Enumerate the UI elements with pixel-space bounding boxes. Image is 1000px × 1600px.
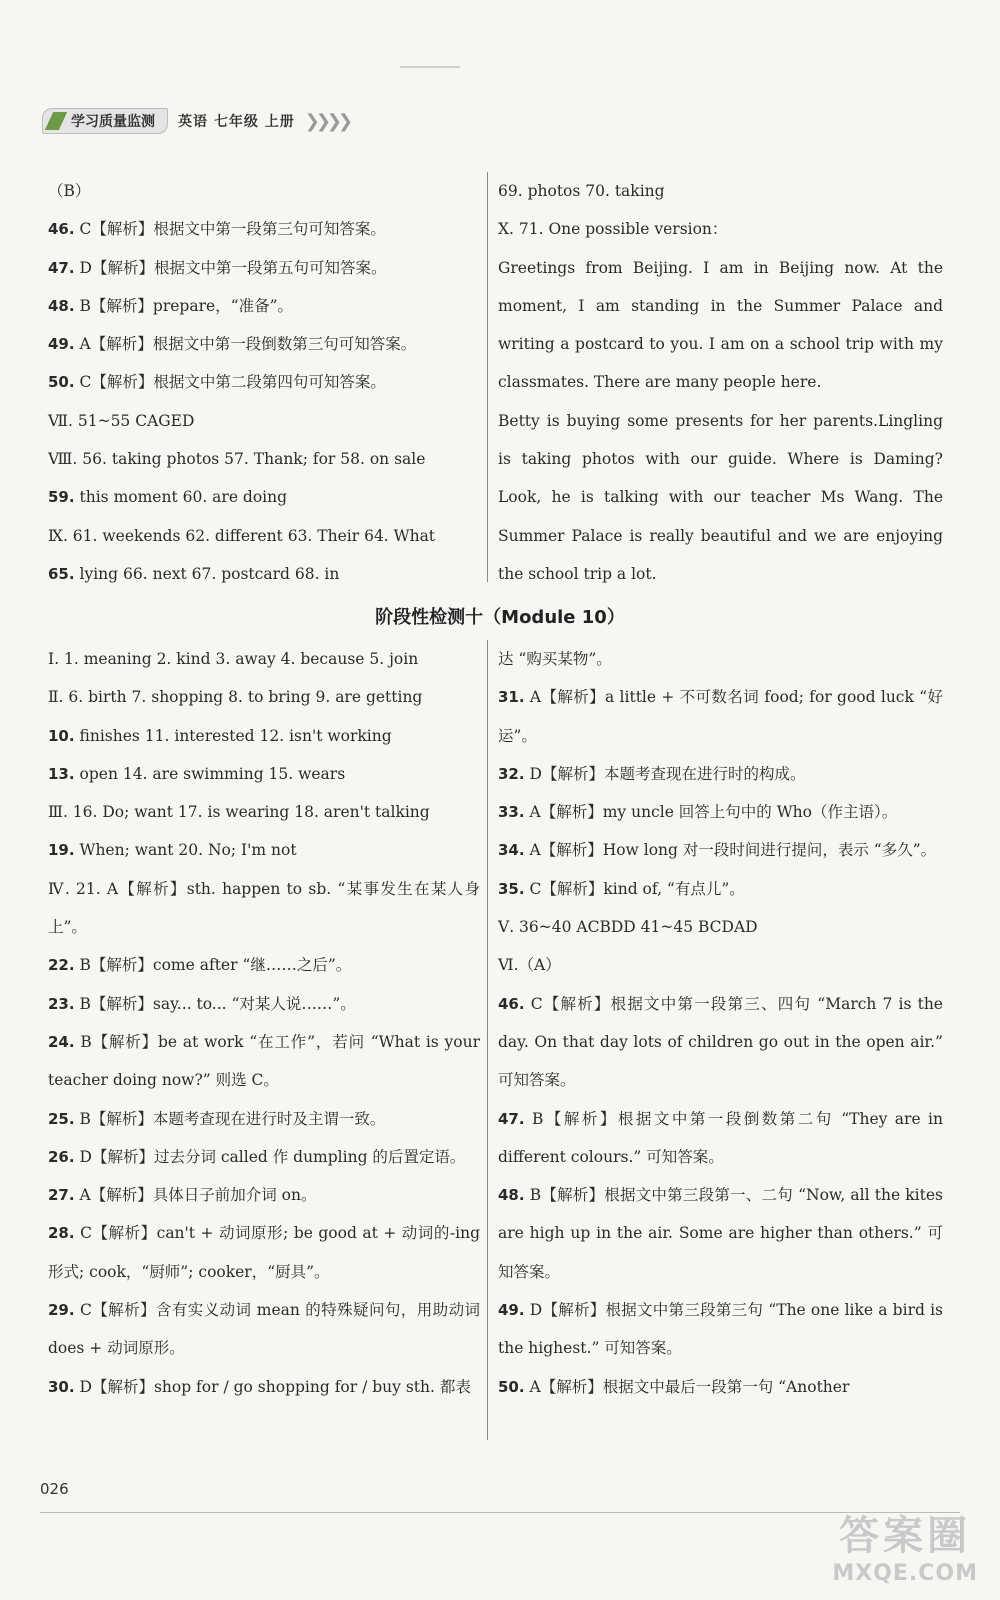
question-number: 23. [48,994,75,1013]
answer-text: C【解析】根据文中第一段第三句可知答案。 [79,220,386,239]
question-number: 65. [48,564,75,583]
question-number: 49. [48,335,75,354]
page-header [42,108,349,134]
question-number: 59. [48,488,75,507]
question-number: 32. [498,764,525,783]
answer-text: B【解析】prepare，“准备”。 [79,296,294,315]
answer-text: B【解析】根据文中第一段倒数第二句 “They are in different colours.” 可知答案。 [498,1109,943,1166]
answer-item [498,640,943,678]
bottom-rule [40,1512,960,1513]
answer-item [48,287,480,325]
answer-item [48,440,480,478]
answer-text: Ⅴ. 36~40 ACBDD 41~45 BCDAD [498,918,758,937]
answer-text: C【解析】根据文中第二段第四句可知答案。 [79,373,386,392]
essay-paragraph: Betty is buying some presents for her parents.Lingling is taking photos with our guide. Where is Daming? Look, he is talking with our teacher Ms Wang. The Summer Palace is really beautiful and we are enjoying the school trip a lot. [498,411,943,583]
answer-item [48,1291,480,1368]
answer-item [48,870,480,947]
answer-text: 达 “购买某物”。 [498,650,612,668]
answer-text: open 14. are swimming 15. wears [79,764,346,783]
answer-item [498,1100,943,1177]
answer-item [48,249,480,287]
bottom-right-column [498,640,943,1406]
header-tag: 学习质量监测 [42,108,168,134]
answer-text: Ⅸ. 61. weekends 62. different 63. Their 64. What [48,526,436,545]
answer-text: A【解析】How long 对一段时间进行提问，表示 “多久”。 [529,841,937,860]
answer-line: 69. photos 70. taking [498,182,665,200]
answer-item [498,1291,943,1368]
answer-item [498,1176,943,1291]
answer-text: lying 66. next 67. postcard 68. in [79,564,340,583]
answer-item [48,831,480,869]
answer-text: B【解析】come after “继……之后”。 [79,956,352,975]
answer-item [48,363,480,401]
answer-item [498,755,943,793]
answer-item [48,678,480,716]
answer-item [498,908,943,946]
watermark-logo [832,1504,978,1586]
answer-text: Ⅳ. 21. A【解析】sth. happen to sb. “某事发生在某人身上”。 [48,879,480,937]
question-number: 35. [498,879,525,898]
question-number: 47. [48,258,75,277]
answer-item [48,172,480,210]
question-number: 28. [48,1224,75,1243]
top-left-column [48,172,480,593]
answer-text: D【解析】本题考查现在进行时的构成。 [529,764,806,783]
answer-text: C【解析】kind of, “有点儿”。 [529,879,745,898]
question-number: 49. [498,1301,525,1320]
answer-item [498,793,943,831]
header-subject: 英语 七年级 上册 [178,114,295,130]
question-number: 30. [48,1377,75,1396]
question-number: 27. [48,1186,75,1205]
answer-text: D【解析】根据文中第一段第五句可知答案。 [79,258,387,277]
answer-item [498,870,943,908]
answer-item [48,402,480,440]
answer-item [48,325,480,363]
answer-item [48,1176,480,1214]
question-number: 26. [48,1147,75,1166]
column-divider-top [487,172,488,582]
answer-text: B【解析】根据文中第三段第一、二句 “Now, all the kites are high up in the air. Some are higher than others.” 可知答案。 [498,1186,943,1281]
answer-text: B【解析】本题考查现在进行时及主谓一致。 [79,1109,386,1128]
question-number: 34. [498,841,525,860]
question-number: 25. [48,1109,75,1128]
bottom-left-column [48,640,480,1406]
answer-item [48,946,480,984]
answer-item [498,1368,943,1406]
question-number: 46. [498,994,525,1013]
answer-item [48,1138,480,1176]
answer-text: A【解析】根据文中最后一段第一句 “Another [529,1377,850,1396]
watermark-text: 答案圈 [839,1513,972,1559]
answer-text: Ⅰ. 1. meaning 2. kind 3. away 4. because 5. join [48,650,419,668]
question-number: 48. [48,296,75,315]
answer-text: A【解析】a little + 不可数名词 food; for good luck “好运”。 [498,688,943,745]
answer-item [498,985,943,1100]
column-divider-bottom [487,640,488,1440]
question-number: 22. [48,956,75,975]
question-number: 48. [498,1186,525,1205]
answer-item [48,1368,480,1406]
answer-text: A【解析】具体日子前加介词 on。 [79,1186,317,1205]
answer-item [48,555,480,593]
answer-text: B【解析】say... to... “对某人说……”。 [79,994,356,1013]
answer-text: Ⅲ. 16. Do; want 17. is wearing 18. aren't talking [48,803,430,822]
answer-text: this moment 60. are doing [79,488,288,507]
answer-text: When; want 20. No; I'm not [79,841,297,860]
answer-item [48,1214,480,1291]
top-rule [400,66,460,68]
page-number: 026 [40,1480,69,1498]
question-number: 33. [498,803,525,822]
question-number: 46. [48,220,75,239]
question-number: 29. [48,1301,75,1320]
answer-text: D【解析】过去分词 called 作 dumpling 的后置定语。 [79,1147,466,1166]
top-right-column [498,172,943,593]
answer-item [498,678,943,755]
answer-text: Ⅵ.（A） [498,956,561,975]
answer-text: D【解析】根据文中第三段第三句 “The one like a bird is the highest.” 可知答案。 [498,1301,943,1358]
answer-text: Ⅷ. 56. taking photos 57. Thank; for 58. on sale [48,450,426,469]
answer-item [498,831,943,869]
answer-text: B【解析】be at work “在工作”，若问 “What is your teacher doing now?” 则选 C。 [48,1032,480,1090]
question-number: 50. [498,1377,525,1396]
answer-text: Ⅱ. 6. birth 7. shopping 8. to bring 9. are getting [48,688,423,707]
section-title: 阶段性检测十（Module 10） [375,607,625,628]
question-number: 19. [48,841,75,860]
answer-text: D【解析】shop for / go shopping for / buy sth. 都表 [79,1377,471,1396]
question-number: 50. [48,373,75,392]
question-number: 24. [48,1032,75,1051]
answer-text: C【解析】can't + 动词原形; be good at + 动词的-ing 形式; cook，“厨师”; cooker，“厨具”。 [48,1224,480,1281]
answer-text: A【解析】根据文中第一段倒数第三句可知答案。 [79,335,417,354]
answer-text: A【解析】my uncle 回答上句中的 Who（作主语）。 [529,803,898,822]
answer-item [498,946,943,984]
essay-paragraph: Greetings from Beijing. I am in Beijing now. At the moment, I am standing in the Summer Palace and writing a postcard to you. I am on a school trip with my classmates. There are many people here. [498,258,943,392]
question-number: 13. [48,764,75,783]
answer-text: finishes 11. interested 12. isn't working [79,726,392,745]
answer-text: （B） [48,182,91,200]
question-number: 47. [498,1109,525,1128]
answer-item [48,478,480,516]
answer-text: C【解析】含有实义动词 mean 的特殊疑问句，用助动词 does + 动词原形。 [48,1301,480,1358]
watermark-url: MXQE.COM [832,1561,978,1586]
answer-item [48,1023,480,1100]
answer-item [48,985,480,1023]
chevron-icon: ❯❯❯❯ [304,110,350,132]
answer-text: Ⅶ. 51~55 CAGED [48,411,195,430]
question-number: 10. [48,726,75,745]
answer-item [48,717,480,755]
answer-item [48,210,480,248]
answer-item [48,640,480,678]
answer-text: C【解析】根据文中第一段第三、四句 “March 7 is the day. On that day lots of children go out in the open air.” 可知答案。 [498,994,943,1090]
answer-line: X. 71. One possible version： [498,220,728,239]
answer-item [48,755,480,793]
answer-item [48,517,480,555]
answer-item [48,1100,480,1138]
question-number: 31. [498,688,525,707]
answer-item [48,793,480,831]
